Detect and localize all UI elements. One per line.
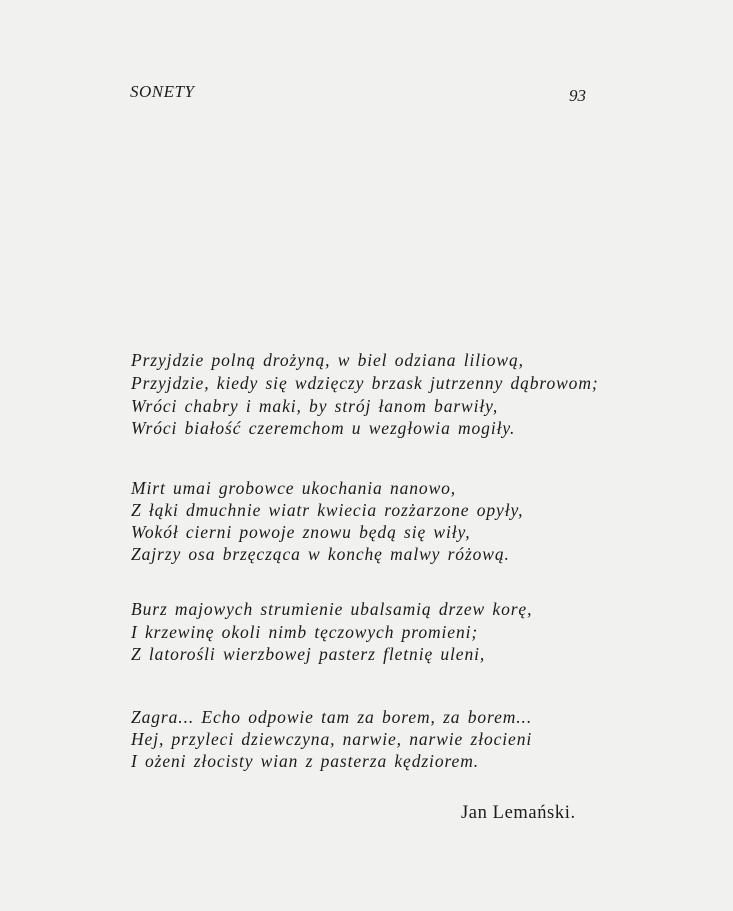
verse-line: Przyjdzie polną drożyną, w biel odziana liliową, bbox=[131, 350, 524, 370]
page-number: 93 bbox=[569, 86, 586, 105]
verse-line: Zagra... Echo odpowie tam za borem, za borem... bbox=[131, 707, 533, 727]
verse-line: Wokół cierni powoje znowu będą się wiły, bbox=[131, 522, 471, 542]
verse-line: Mirt umai grobowce ukochania nanowo, bbox=[131, 478, 457, 498]
verse-line: Burz majowych strumienie ubalsamią drzew korę, bbox=[131, 599, 533, 619]
verse-line: Wróci chabry i maki, by strój łanom barwiły, bbox=[131, 396, 499, 416]
verse-line: Wróci białość czeremchom u wezgłowia mogiły. bbox=[131, 418, 516, 438]
running-title: SONETY bbox=[130, 82, 195, 101]
author-signature: Jan Lemański. bbox=[461, 803, 576, 823]
verse-line: Zajrzy osa brzęcząca w konchę malwy różową. bbox=[131, 544, 510, 564]
verse-line: Przyjdzie, kiedy się wdzięczy brzask jutrzenny dąbrowom; bbox=[131, 373, 599, 393]
verse-line: Z łąki dmuchnie wiatr kwiecia rozżarzone opyły, bbox=[131, 500, 524, 520]
verse-line: Z latorośli wierzbowej pasterz fletnię uleni, bbox=[131, 644, 486, 664]
verse-line: I ożeni złocisty wian z pasterza kędziorem. bbox=[131, 751, 480, 771]
verse-line: I krzewinę okoli nimb tęczowych promieni; bbox=[131, 622, 479, 642]
verse-line: Hej, przyleci dziewczyna, narwie, narwie złocieni bbox=[131, 729, 533, 749]
